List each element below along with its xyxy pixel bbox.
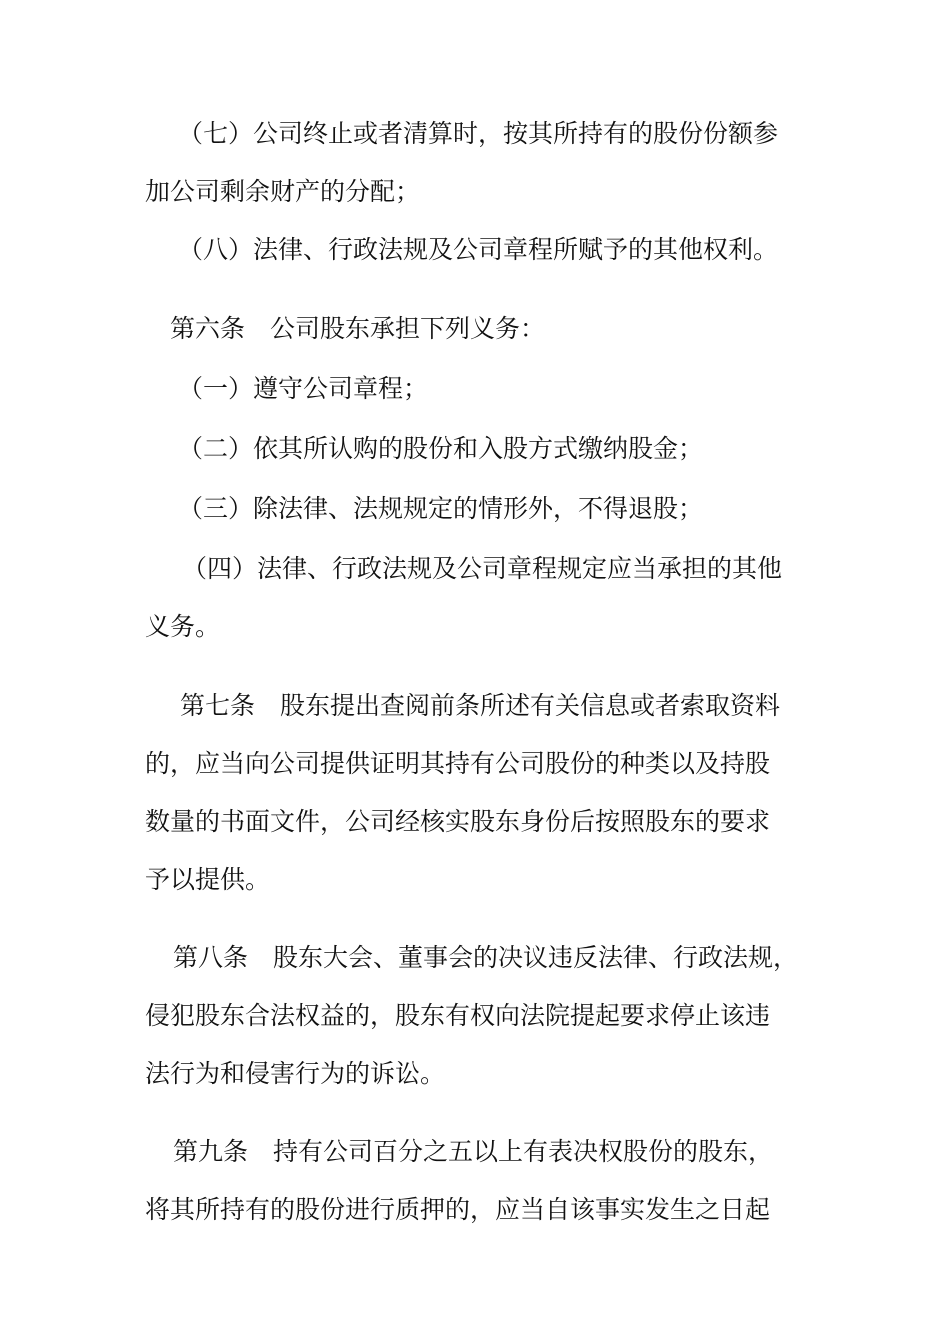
article-8-heading: 第八条 股东大会、董事会的决议违反法律、行政法规，: [173, 943, 799, 972]
article-7-heading: 第七条 股东提出查阅前条所述有关信息或者索取资料: [180, 691, 781, 720]
text-line-7: （三）除法律、法规规定的情形外，不得退股；: [178, 494, 704, 523]
text-line-3: （八）法律、行政法规及公司章程所赋予的其他权利。: [178, 235, 779, 264]
article-9-heading: 第九条 持有公司百分之五以上有表决权股份的股东，: [173, 1137, 774, 1166]
text-line-2: 加公司剩余财产的分配；: [145, 177, 421, 206]
text-line-11: 的，应当向公司提供证明其持有公司股份的种类以及持股: [145, 749, 771, 778]
text-line-18: 将其所持有的股份进行质押的，应当自该事实发生之日起: [145, 1195, 771, 1224]
text-line-6: （二）依其所认购的股份和入股方式缴纳股金；: [178, 434, 704, 463]
text-line-13: 予以提供。: [145, 865, 271, 894]
article-6-heading: 第六条 公司股东承担下列义务：: [170, 314, 546, 343]
text-line-9: 义务。: [145, 612, 221, 641]
text-line-15: 侵犯股东合法权益的，股东有权向法院提起要求停止该违: [145, 1001, 771, 1030]
text-line-16: 法行为和侵害行为的诉讼。: [145, 1059, 446, 1088]
text-line-5: （一）遵守公司章程；: [178, 374, 429, 403]
text-line-8: （四）法律、行政法规及公司章程规定应当承担的其他: [182, 554, 783, 583]
text-line-1: （七）公司终止或者清算时，按其所持有的股份份额参: [178, 119, 779, 148]
text-line-12: 数量的书面文件，公司经核实股东身份后按照股东的要求: [145, 807, 771, 836]
